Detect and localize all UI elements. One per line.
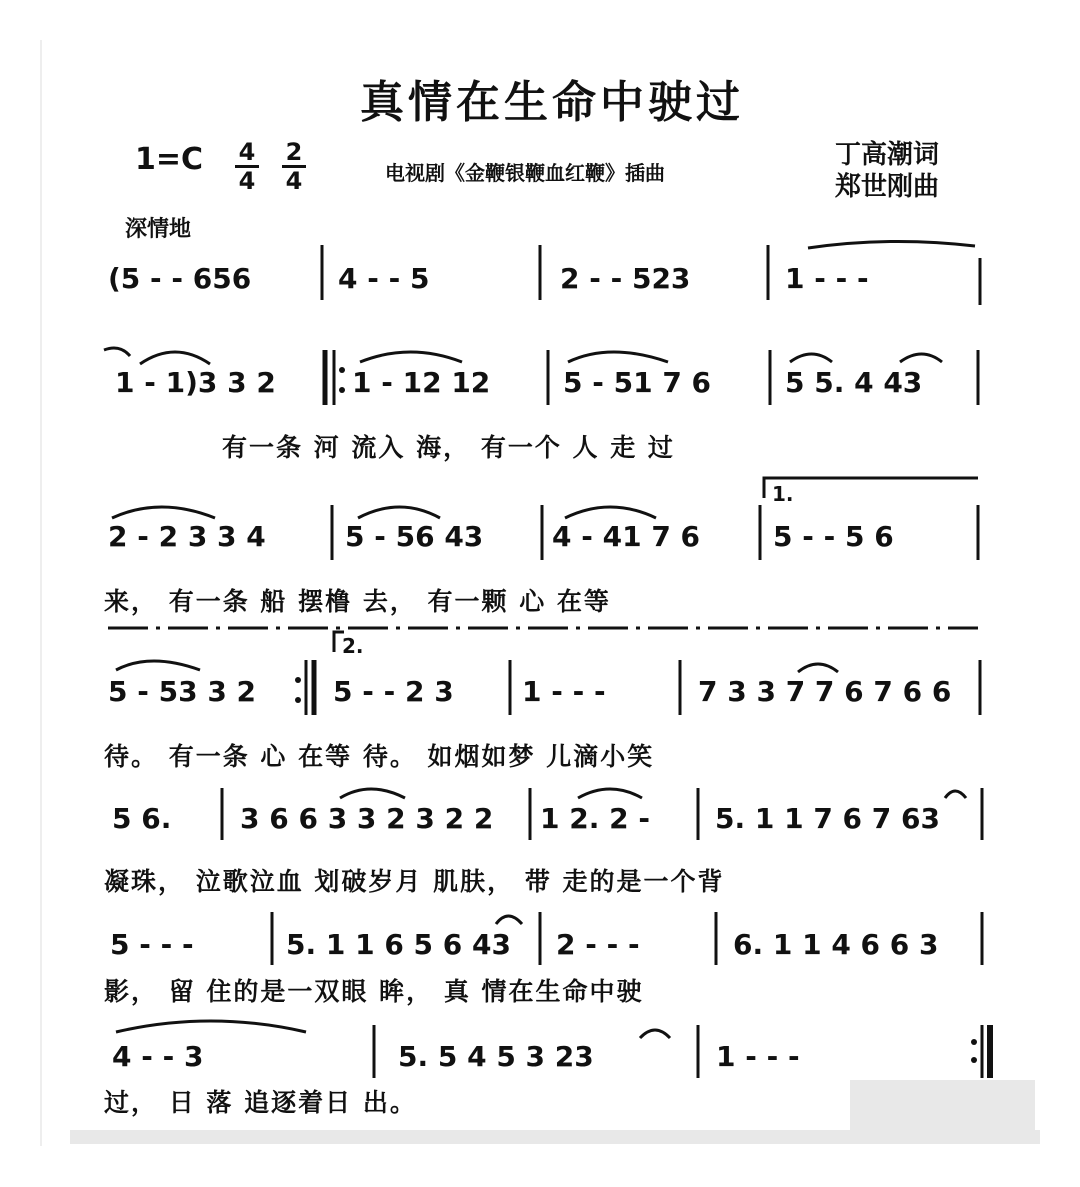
notes-line-3-bar-4: 5 - - 5 6 (773, 520, 894, 553)
notes-line-2-bar-1: 1 - 1)3 3 2 (115, 366, 276, 399)
notes-line-5-bar-2: 3 6 6 3 3 2 3 2 2 (240, 802, 494, 835)
notes-line-1-bar-2: 4 - - 5 (338, 262, 430, 295)
notes-line-1-bar-1: (5 - - 656 (108, 262, 252, 295)
time-sig-bottom: 4 (285, 167, 303, 195)
lyrics-line-6: 影， 留 住的是一双眼 眸， 真 情在生命中驶 (104, 977, 644, 1006)
song-title: 真情在生命中驶过 (360, 77, 744, 128)
notes-line-6-bar-4: 6. 1 1 4 6 6 3 (733, 928, 939, 961)
notes-line-2-bar-3: 5 - 51 7 6 (563, 366, 712, 399)
notes-line-5-bar-3: 1 2. 2 - (540, 802, 650, 835)
volta-1-label: 1. (772, 482, 794, 506)
subtitle: 电视剧《金鞭银鞭血红鞭》插曲 (385, 161, 665, 185)
composer-credit: 郑世刚曲 (835, 172, 940, 202)
notes-line-4-bar-1: 5 - 53 3 2 (108, 675, 257, 708)
lyrics-line-4: 待。 有一条 心 在等 待。 如烟如梦 儿滴小笑 (104, 742, 655, 771)
lyrics-line-7: 过， 日 落 追逐着日 出。 (104, 1088, 417, 1117)
notes-line-7-bar-1: 4 - - 3 (112, 1040, 204, 1073)
notes-line-3-bar-1: 2 - 2 3 3 4 (108, 520, 266, 553)
time-sig-bottom: 4 (238, 167, 256, 195)
notes-line-1-bar-4: 1 - - - (785, 262, 869, 295)
notes-line-6-bar-3: 2 - - - (556, 928, 640, 961)
notes-line-4-bar-2: 5 - - 2 3 (333, 675, 454, 708)
lyrics-line-5: 凝珠， 泣歌泣血 划破岁月 肌肤， 带 走的是一个背 (104, 867, 725, 896)
notes-line-3-bar-3: 4 - 41 7 6 (552, 520, 701, 553)
notes-line-4-bar-4: 7 3 3 7 7 6 7 6 6 (698, 675, 952, 708)
time-sig-top: 4 (238, 138, 256, 166)
lyrics-line-2: 有一条 河 流入 海， 有一个 人 走 过 (222, 433, 675, 462)
notes-line-1-bar-3: 2 - - 523 (560, 262, 691, 295)
notes-line-2-bar-2: 1 - 12 12 (352, 366, 491, 399)
tempo-marking: 深情地 (125, 217, 192, 242)
notes-line-5-bar-1: 5 6. (112, 802, 172, 835)
lyrics-line-3: 来， 有一条 船 摆橹 去， 有一颗 心 在等 (104, 587, 611, 616)
notes-line-7-bar-2: 5. 5 4 5 3 23 (398, 1040, 594, 1073)
notes-line-3-bar-2: 5 - 56 43 (345, 520, 484, 553)
time-sig-top: 2 (285, 138, 303, 166)
notes-line-6-bar-2: 5. 1 1 6 5 6 43 (286, 928, 511, 961)
notes-line-2-bar-4: 5 5. 4 43 (785, 366, 923, 399)
notes-line-7-bar-3: 1 - - - (716, 1040, 800, 1073)
lyricist-credit: 丁高潮词 (835, 140, 940, 170)
volta-2-label: 2. (342, 634, 364, 658)
notes-line-6-bar-1: 5 - - - (110, 928, 194, 961)
notes-line-5-bar-4: 5. 1 1 7 6 7 63 (715, 802, 940, 835)
key-signature: 1=C (135, 142, 204, 177)
notes-line-4-bar-3: 1 - - - (522, 675, 606, 708)
